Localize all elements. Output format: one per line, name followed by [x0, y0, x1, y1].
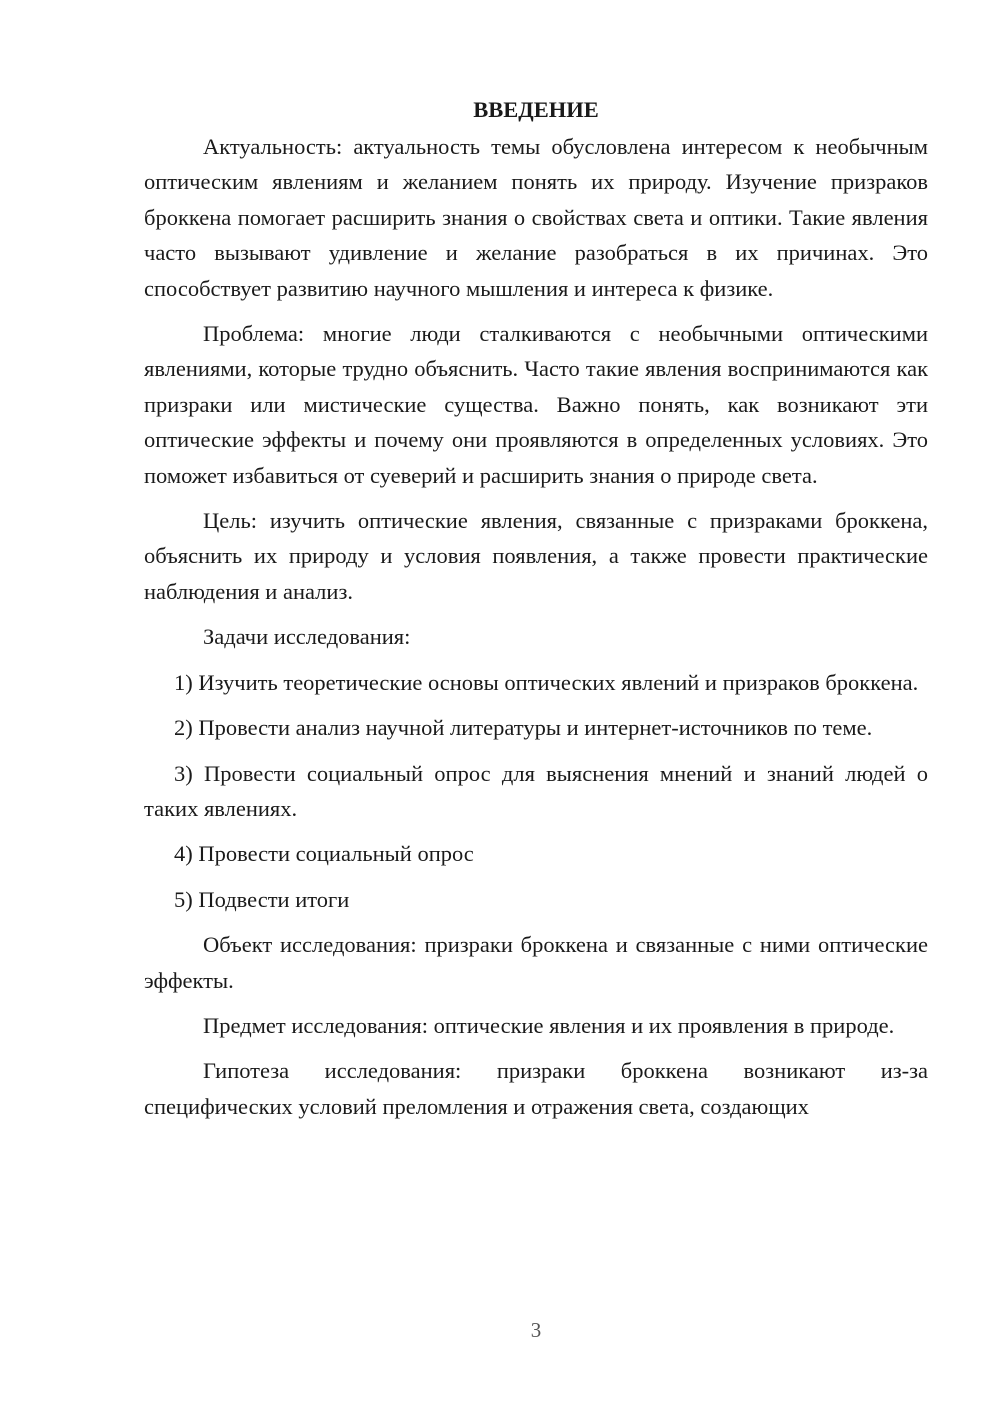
- document-body: [144, 92, 928, 1134]
- section-title: ВВЕДЕНИЕ: [473, 97, 599, 122]
- relevance-paragraph: Актуальность: актуальность темы обусловлена интересом к необычным оптическим явлениям и желанием понять их природу. Изучение призраков броккена помогает расширить знания о свойствах света и оптики. Такие явления часто вызывают удивление и желание разобраться в их причинах. Это способствует развитию научного мышления и интереса к физике.: [144, 134, 928, 301]
- task-item: 4) Провести социальный опрос: [174, 841, 474, 867]
- problem-paragraph: Проблема: многие люди сталкиваются с необычными оптическими явлениями, которые трудно объяснить. Часто такие явления воспринимаются как призраки или мистические существа. Важно понять, как возникают эти оптические эффекты и почему они проявляются в определенных условиях. Это поможет избавиться от суеверий и расширить знания о природе света.: [144, 321, 928, 488]
- subject-paragraph: Предмет исследования: оптические явления и их проявления в природе.: [203, 1012, 895, 1038]
- task-item: 1) Изучить теоретические основы оптических явлений и призраков броккена.: [174, 669, 919, 695]
- goal-paragraph: Цель: изучить оптические явления, связанные с призраками броккена, объяснить их природу и условия появления, а также провести практические наблюдения и анализ.: [144, 508, 928, 604]
- task-item: 5) Подвести итоги: [174, 886, 350, 912]
- object-paragraph: Объект исследования: призраки броккена и связанные с ними оптические эффекты.: [144, 932, 928, 993]
- task-item: 2) Провести анализ научной литературы и интернет-источников по теме.: [174, 715, 873, 741]
- hypothesis-paragraph: Гипотеза исследования: призраки броккена возникают из-за специфических условий преломления и отражения света, создающих: [144, 1058, 928, 1119]
- task-item: 3) Провести социальный опрос для выяснения мнений и знаний людей о таких явлениях.: [144, 760, 928, 821]
- tasks-heading: Задачи исследования:: [203, 624, 411, 650]
- page-number: 3: [530, 1318, 542, 1342]
